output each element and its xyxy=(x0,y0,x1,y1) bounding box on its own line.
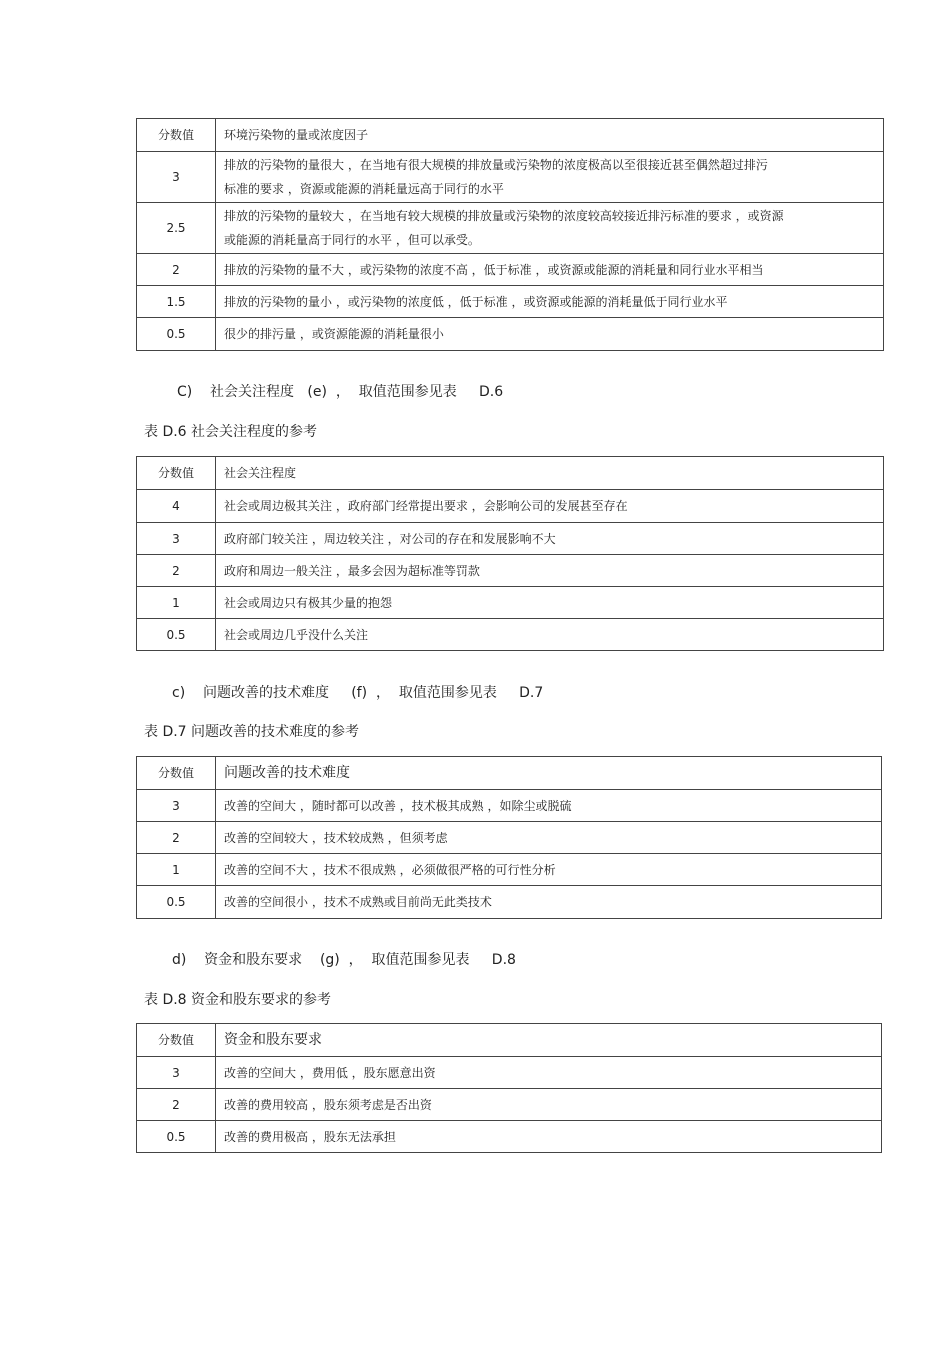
desc-cell: 很少的排污量 ，或资源能源的消耗量很小 xyxy=(216,318,884,351)
score-cell: 2 xyxy=(137,1089,216,1121)
pollutant-table xyxy=(136,118,884,351)
desc-cell: 改善的空间大 ，随时都可以改善 ，技术极其成熟 ，如除尘或脱硫 xyxy=(216,790,882,822)
desc-line: 排放的污染物的量较大 ，在当地有较大规模的排放量或污染物的浓度较高较接近排污标准的要求 ，或资源 xyxy=(224,209,784,223)
desc-header: 社会关注程度 xyxy=(216,457,884,490)
desc-line: 或能源的消耗量高于同行的水平 ，但可以承受。 xyxy=(224,233,480,247)
table-row xyxy=(137,1121,882,1153)
table-header-row xyxy=(137,1024,882,1057)
score-cell: 1 xyxy=(137,587,216,619)
section-heading-g: d) 资金和股东要求 (g) ， 取值范围参见表 D.8 xyxy=(172,952,516,968)
technical-difficulty-table xyxy=(136,756,882,919)
desc-cell: 改善的费用极高 ，股东无法承担 xyxy=(216,1121,882,1153)
desc-header: 环境污染物的量或浓度因子 xyxy=(216,119,884,152)
score-cell: 2 xyxy=(137,822,216,854)
score-cell: 4 xyxy=(137,490,216,523)
desc-cell xyxy=(216,203,884,254)
score-cell: 2.5 xyxy=(137,203,216,254)
table-row xyxy=(137,555,884,587)
desc-line: 排放的污染物的量很大 ，在当地有很大规模的排放量或污染物的浓度极高以至很接近甚至偶然超过排污 xyxy=(224,158,768,172)
score-cell: 3 xyxy=(137,790,216,822)
table-row xyxy=(137,523,884,555)
desc-cell: 社会或周边只有极其少量的抱怨 xyxy=(216,587,884,619)
desc-line: 标准的要求 ，资源或能源的消耗量远高于同行的水平 xyxy=(224,182,504,196)
score-cell: 0.5 xyxy=(137,318,216,351)
desc-cell xyxy=(216,152,884,203)
desc-header: 资金和股东要求 xyxy=(216,1024,882,1057)
desc-cell: 改善的空间不大 ，技术不很成熟 ，必须做很严格的可行性分析 xyxy=(216,854,882,886)
section-heading-e: C) 社会关注程度 (e) ， 取值范围参见表 D.6 xyxy=(177,384,504,400)
table-header-row xyxy=(137,457,884,490)
desc-cell: 政府和周边一般关注 ，最多会因为超标准等罚款 xyxy=(216,555,884,587)
table-row xyxy=(137,152,884,203)
desc-cell: 社会或周边极其关注 ，政府部门经常提出要求 ，会影响公司的发展甚至存在 xyxy=(216,490,884,523)
score-cell: 3 xyxy=(137,152,216,203)
score-cell: 1 xyxy=(137,854,216,886)
desc-cell: 改善的空间大 ，费用低 ，股东愿意出资 xyxy=(216,1057,882,1089)
table-row xyxy=(137,490,884,523)
desc-cell: 社会或周边几乎没什么关注 xyxy=(216,619,884,651)
table-row xyxy=(137,822,882,854)
score-cell: 3 xyxy=(137,1057,216,1089)
desc-cell: 政府部门较关注 ，周边较关注 ，对公司的存在和发展影响不大 xyxy=(216,523,884,555)
table-row xyxy=(137,886,882,919)
score-cell: 3 xyxy=(137,523,216,555)
score-cell: 1.5 xyxy=(137,286,216,318)
table-row xyxy=(137,854,882,886)
funding-shareholder-table xyxy=(136,1023,882,1153)
score-header: 分数值 xyxy=(137,757,216,790)
score-cell: 2 xyxy=(137,555,216,587)
score-cell: 2 xyxy=(137,254,216,286)
table-header-row xyxy=(137,757,882,790)
table-caption-d7: 表 D.7 问题改善的技术难度的参考 xyxy=(144,724,360,740)
desc-cell: 改善的费用较高 ，股东须考虑是否出资 xyxy=(216,1089,882,1121)
table-header-row xyxy=(137,119,884,152)
score-header: 分数值 xyxy=(137,1024,216,1057)
table-row xyxy=(137,203,884,254)
score-cell: 0.5 xyxy=(137,619,216,651)
table-row xyxy=(137,318,884,351)
section-heading-f: c) 问题改善的技术难度 (f) ， 取值范围参见表 D.7 xyxy=(172,685,544,701)
table-row xyxy=(137,1057,882,1089)
table-row xyxy=(137,587,884,619)
table-caption-d8: 表 D.8 资金和股东要求的参考 xyxy=(144,992,332,1008)
desc-cell: 改善的空间较大 ，技术较成熟 ，但须考虑 xyxy=(216,822,882,854)
desc-cell: 排放的污染物的量小 ，或污染物的浓度低 ，低于标准 ，或资源或能源的消耗量低于同行业水平 xyxy=(216,286,884,318)
table-row xyxy=(137,790,882,822)
table-row xyxy=(137,254,884,286)
social-attention-table xyxy=(136,456,884,651)
desc-cell: 排放的污染物的量不大 ，或污染物的浓度不高 ，低于标准 ，或资源或能源的消耗量和同行业水平相当 xyxy=(216,254,884,286)
desc-cell: 改善的空间很小 ，技术不成熟或目前尚无此类技术 xyxy=(216,886,882,919)
desc-header: 问题改善的技术难度 xyxy=(216,757,882,790)
score-header: 分数值 xyxy=(137,457,216,490)
table-row xyxy=(137,286,884,318)
table-row xyxy=(137,1089,882,1121)
table-row xyxy=(137,619,884,651)
table-caption-d6: 表 D.6 社会关注程度的参考 xyxy=(144,424,318,440)
score-cell: 0.5 xyxy=(137,1121,216,1153)
score-header: 分数值 xyxy=(137,119,216,152)
score-cell: 0.5 xyxy=(137,886,216,919)
